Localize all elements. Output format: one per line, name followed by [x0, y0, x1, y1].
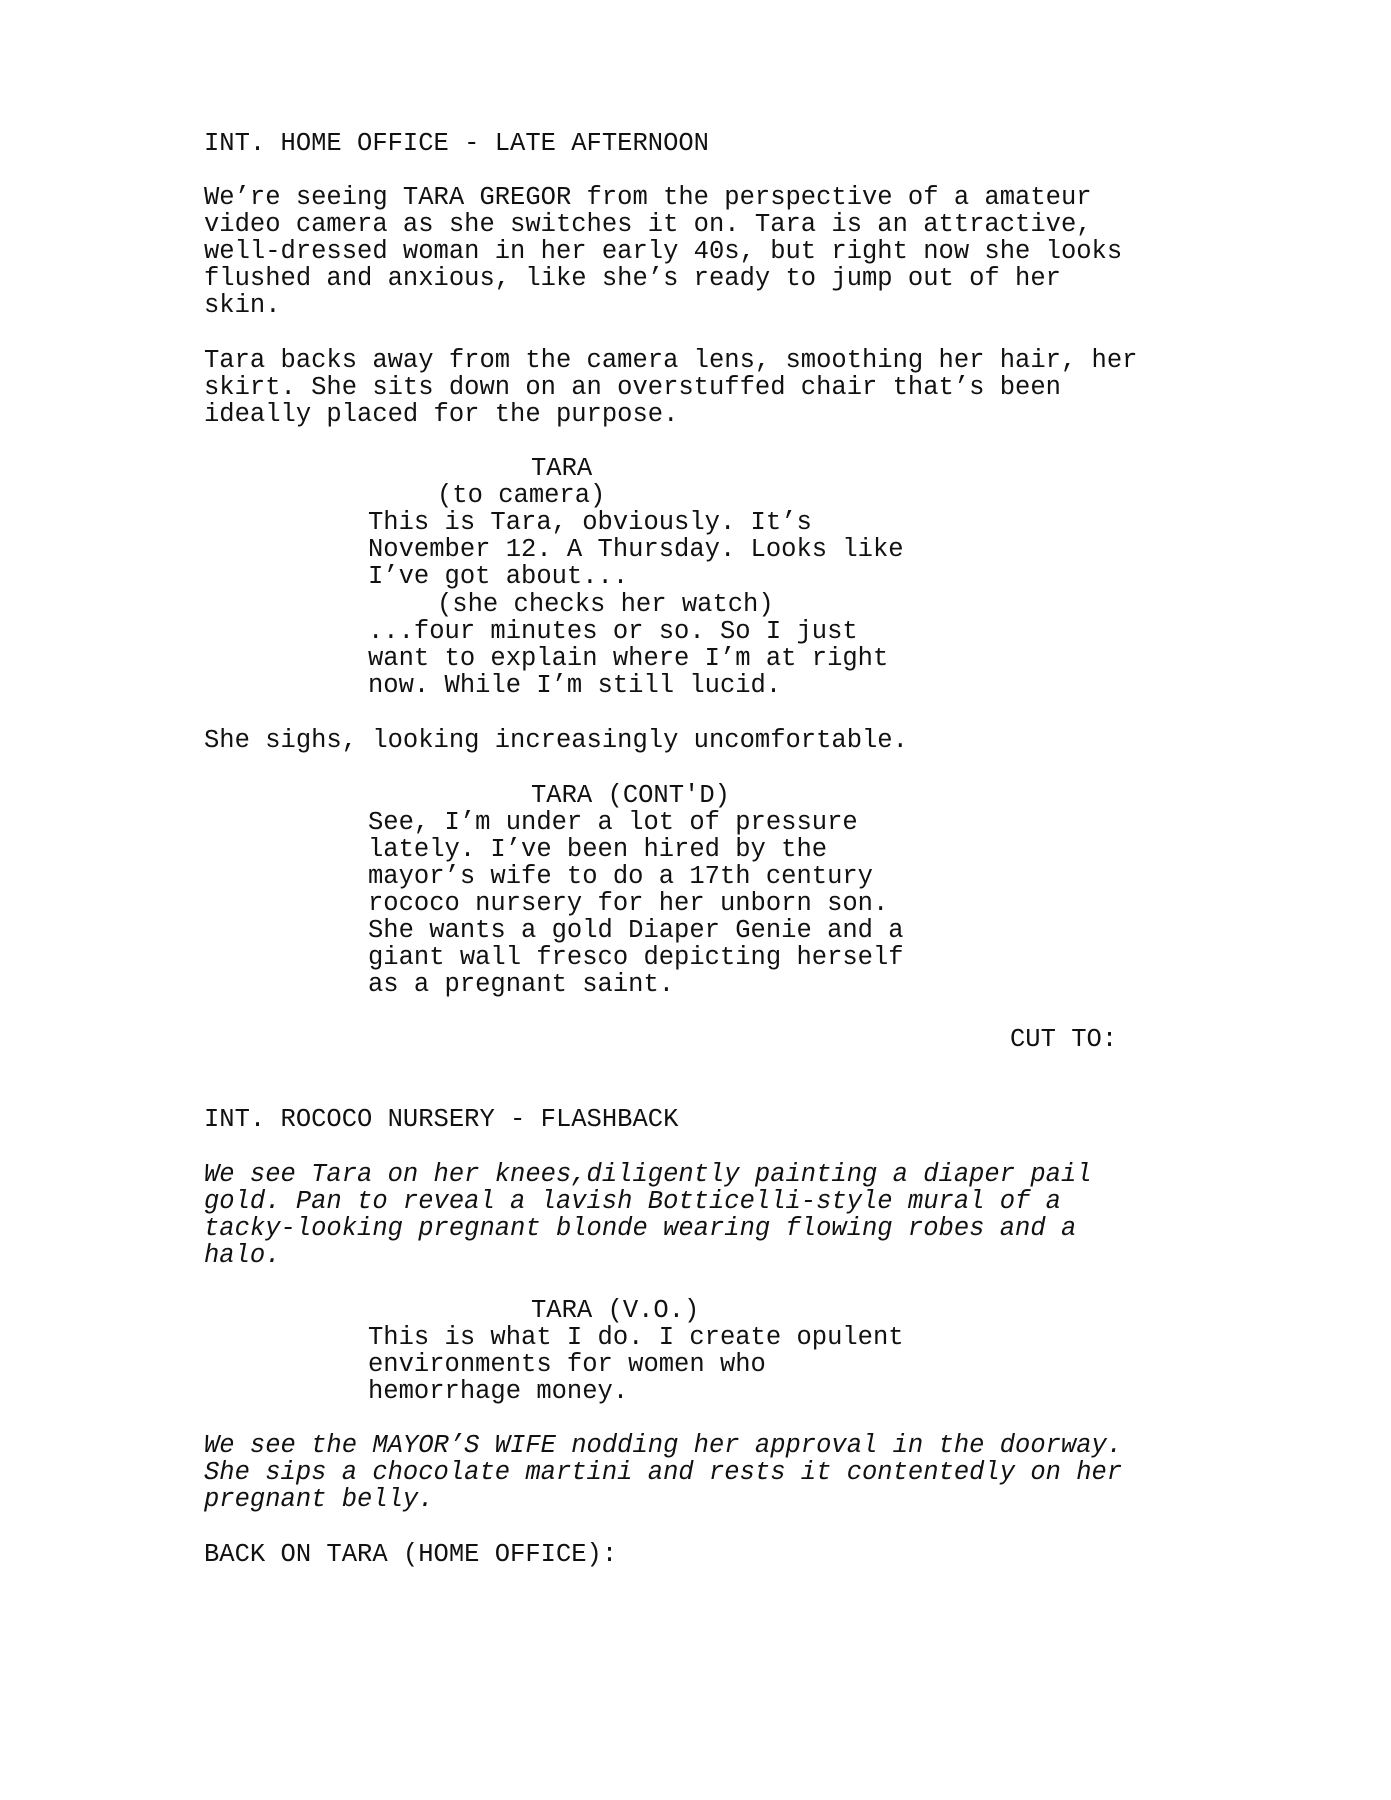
dialogue-tara-intro: This is Tara, obviously. It’s November 12. A Thursday. Looks like I’ve got about...	[368, 508, 904, 591]
parenthetical-to-camera: (to camera)	[437, 481, 606, 510]
action-she-sighs: She sighs, looking increasingly uncomfortable.	[204, 726, 908, 755]
dialogue-tara-opulent: This is what I do. I create opulent environments for women who hemorrhage money.	[368, 1323, 904, 1406]
action-flashback-painting: We see Tara on her knees,diligently painting a diaper pail gold. Pan to reveal a lavish Botticelli-style mural of a tacky-looking pregnant blonde wearing flowing robes and a halo.	[204, 1160, 1092, 1270]
action-mayors-wife: We see the MAYOR’S WIFE nodding her approval in the doorway. She sips a chocolate martini and rests it contentedly on her pregnant belly.	[204, 1431, 1123, 1514]
scene-heading-rococo-nursery: INT. ROCOCO NURSERY - FLASHBACK	[204, 1105, 679, 1134]
transition-cut-to: CUT TO:	[1010, 1025, 1118, 1054]
action-tara-sits: Tara backs away from the camera lens, smoothing her hair, her skirt. She sits down on an overstuffed chair that’s been ideally placed for the purpose.	[204, 346, 1138, 429]
dialogue-tara-lucid: ...four minutes or so. So I just want to explain where I’m at right now. While I’m still lucid.	[368, 617, 889, 700]
dialogue-tara-pressure: See, I’m under a lot of pressure lately. I’ve been hired by the mayor’s wife to do a 17th century rococo nursery for her unborn son. She wants a gold Diaper Genie and a giant wall fresco depicting herself as a pregnant saint.	[368, 808, 904, 999]
action-intro-tara: We’re seeing TARA GREGOR from the perspective of a amateur video camera as she switches it on. Tara is an attractive, well-dressed woman in her early 40s, but right now she looks flushed and anxious, like she’s ready to jump out of her skin.	[204, 183, 1123, 320]
parenthetical-checks-watch: (she checks her watch)	[437, 590, 774, 619]
character-tara-contd: TARA (CONT'D)	[531, 781, 730, 810]
back-on-tara: BACK ON TARA (HOME OFFICE):	[204, 1540, 618, 1569]
character-tara: TARA	[531, 454, 593, 483]
character-tara-vo: TARA (V.O.)	[531, 1296, 700, 1325]
scene-heading-home-office: INT. HOME OFFICE - LATE AFTERNOON	[204, 129, 709, 158]
